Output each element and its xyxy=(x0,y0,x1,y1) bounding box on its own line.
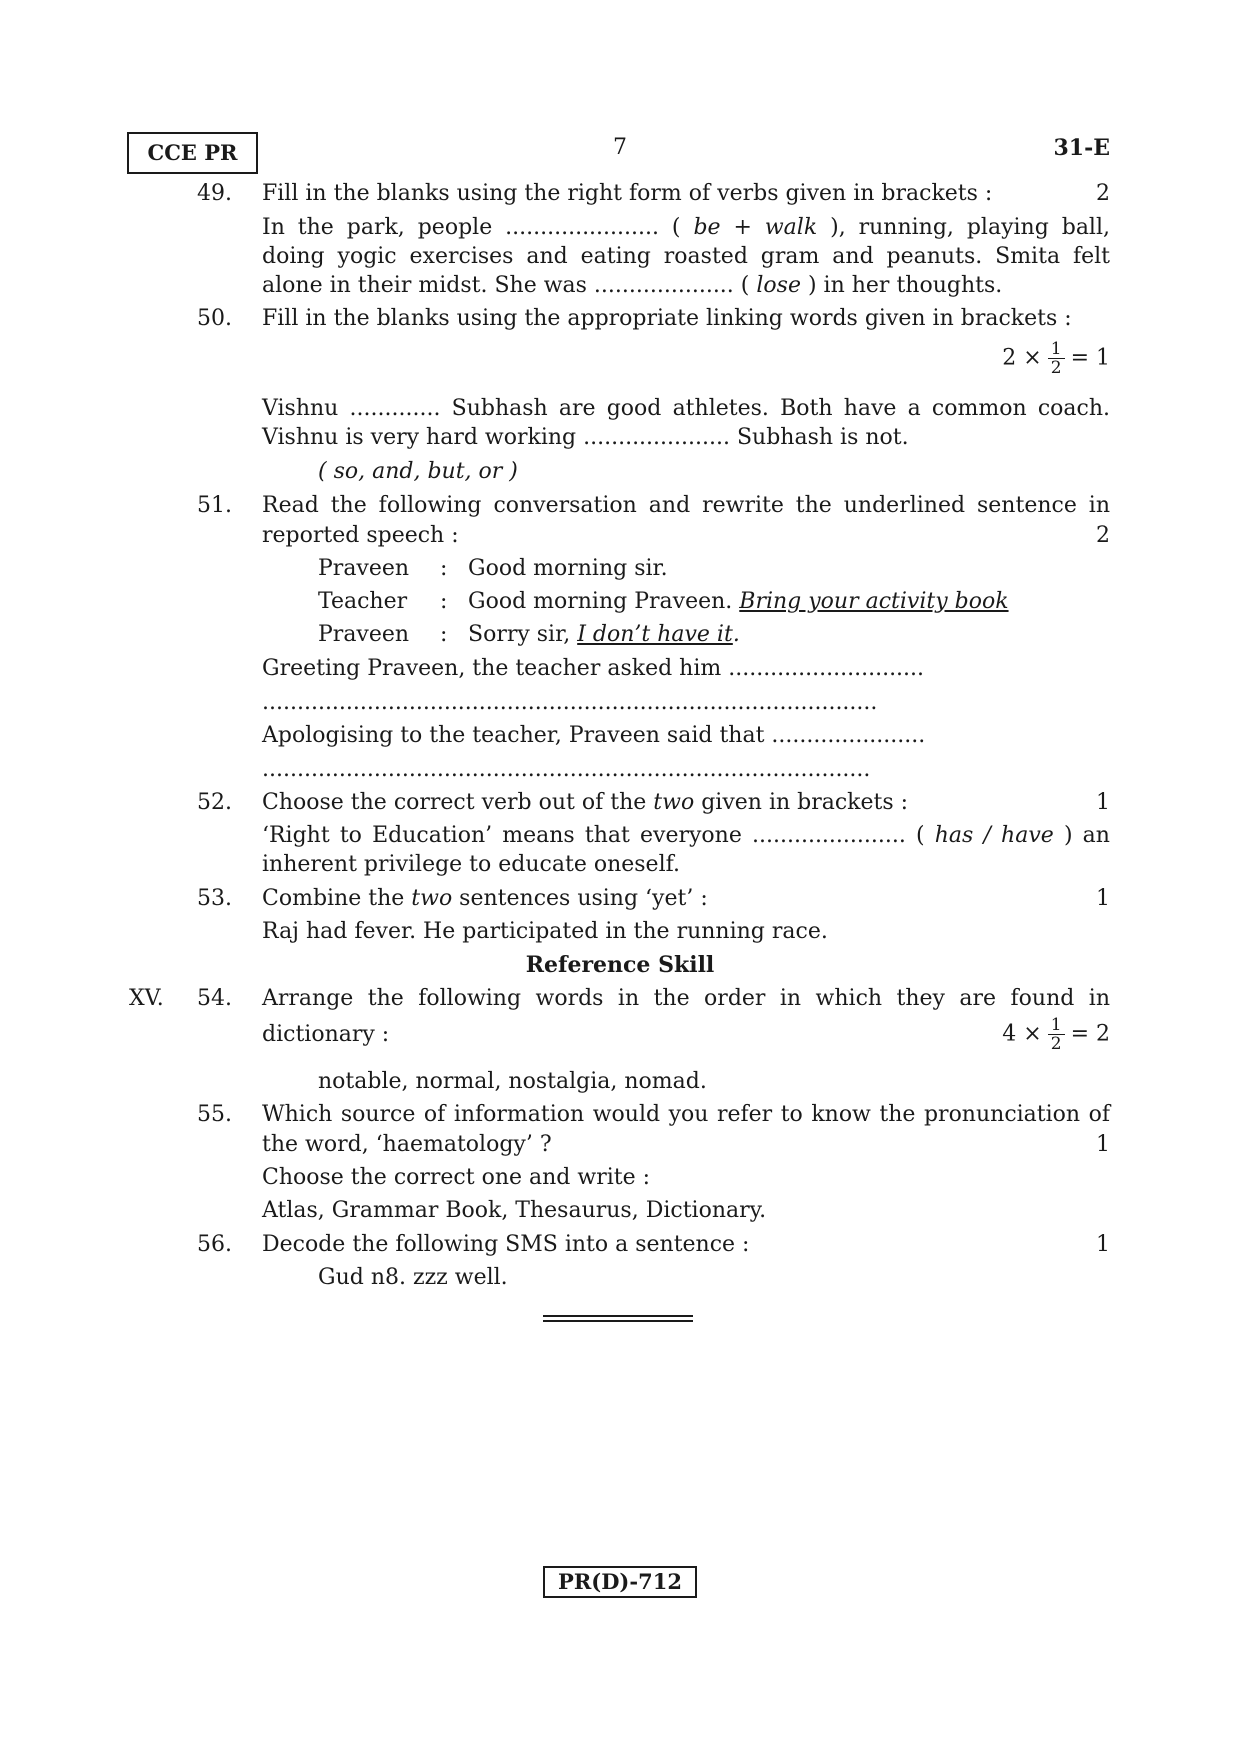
q55-instruction-2: the word, ‘haematology’ ? xyxy=(262,1132,552,1157)
q55-line1: Choose the correct one and write : xyxy=(262,1165,651,1190)
q56-marks: 1 xyxy=(1096,1232,1110,1257)
q53-instruction: Combine the two sentences using ‘yet’ : xyxy=(262,886,708,911)
q55-instruction-1: Which source of information would you refer to know the pronunciation of xyxy=(262,1102,1110,1127)
section-title: Reference Skill xyxy=(525,952,715,978)
q54-words: notable, normal, nostalgia, nomad. xyxy=(318,1069,707,1094)
q52-instruction: Choose the correct verb out of the two given in brackets : xyxy=(262,790,909,815)
footer-code-box xyxy=(543,1566,697,1598)
underlined-sentence: I don’t have it xyxy=(577,622,733,647)
q51-marks: 2 xyxy=(1096,523,1110,548)
q55-marks: 1 xyxy=(1096,1132,1110,1157)
q51-answer2-cont: ....................................................................................... xyxy=(262,757,871,782)
header-left-code: CCE PR xyxy=(147,140,238,165)
q55-number: 55. xyxy=(197,1102,232,1127)
dialogue-speaker: Teacher xyxy=(318,589,408,614)
dialogue-colon: : xyxy=(440,622,448,647)
q51-number: 51. xyxy=(197,493,232,518)
header-right-code: 31-E xyxy=(1053,135,1110,161)
underlined-sentence: Bring your activity book xyxy=(739,589,1009,614)
q53-number: 53. xyxy=(197,886,232,911)
q49-number: 49. xyxy=(197,181,232,206)
q54-instruction-2: dictionary : xyxy=(262,1022,390,1047)
q51-instruction-2: reported speech : xyxy=(262,523,459,548)
header-code-box xyxy=(127,132,258,174)
q50-fraction: $\frac{1}{2}$ xyxy=(1048,340,1065,377)
dialogue-line: Good morning sir. xyxy=(468,556,668,581)
dialogue-speaker: Praveen xyxy=(318,556,410,581)
end-divider xyxy=(543,1320,693,1322)
q54-marks: 4 × $\frac{1}{2}$ = 2 xyxy=(1002,1015,1110,1054)
q52-marks: 1 xyxy=(1096,790,1110,815)
q54-instruction-1: Arrange the following words in the order in which they are found in xyxy=(262,986,1110,1011)
q49-line1: In the park, people ...................... ( be + walk ), running, playing ball, xyxy=(262,215,1110,240)
q53-line1: Raj had fever. He participated in the running race. xyxy=(262,919,828,944)
q50-line2: Vishnu is very hard working ..................... Subhash is not. xyxy=(262,425,909,450)
dialogue-colon: : xyxy=(440,556,448,581)
q51-instruction-1: Read the following conversation and rewrite the underlined sentence in xyxy=(262,493,1110,518)
q53-marks: 1 xyxy=(1096,886,1110,911)
end-divider xyxy=(543,1315,693,1317)
q50-number: 50. xyxy=(197,306,232,331)
q50-marks: 2 × $\frac{1}{2}$ = 1 xyxy=(1002,339,1110,378)
dialogue-speaker: Praveen xyxy=(318,622,410,647)
q52-line1: ‘Right to Education’ means that everyone ...................... ( has / have ) an xyxy=(262,823,1110,848)
q56-instruction: Decode the following SMS into a sentence : xyxy=(262,1232,750,1257)
q49-marks: 2 xyxy=(1096,181,1110,206)
q49-line2: doing yogic exercises and eating roasted gram and peanuts. Smita felt xyxy=(262,244,1110,269)
q56-sms: Gud n8. zzz well. xyxy=(318,1265,508,1290)
q51-answer2: Apologising to the teacher, Praveen said that ...................... xyxy=(262,723,926,748)
section-roman: XV. xyxy=(129,986,164,1011)
q50-options: ( so, and, but, or ) xyxy=(318,459,518,484)
q51-answer1: Greeting Praveen, the teacher asked him ............................ xyxy=(262,656,925,681)
q55-options: Atlas, Grammar Book, Thesaurus, Dictionary. xyxy=(262,1198,767,1223)
dialogue-line: Good morning Praveen. Bring your activity book xyxy=(468,589,1009,614)
q51-answer1-cont: ........................................................................................ xyxy=(262,690,878,715)
dialogue-colon: : xyxy=(440,589,448,614)
dialogue-line: Sorry sir, I don’t have it. xyxy=(468,622,740,647)
page-number: 7 xyxy=(613,135,627,160)
q50-instruction: Fill in the blanks using the appropriate linking words given in brackets : xyxy=(262,306,1072,331)
footer-code: PR(D)-712 xyxy=(558,1569,682,1594)
q54-fraction: $\frac{1}{2}$ xyxy=(1048,1016,1065,1053)
q52-number: 52. xyxy=(197,790,232,815)
q56-number: 56. xyxy=(197,1232,232,1257)
q52-line2: inherent privilege to educate oneself. xyxy=(262,852,680,877)
q54-number: 54. xyxy=(197,986,232,1011)
q50-line1: Vishnu ............. Subhash are good athletes. Both have a common coach. xyxy=(262,396,1110,421)
q49-instruction: Fill in the blanks using the right form of verbs given in brackets : xyxy=(262,181,993,206)
q49-line3: alone in their midst. She was .................... ( lose ) in her thoughts. xyxy=(262,273,1003,298)
